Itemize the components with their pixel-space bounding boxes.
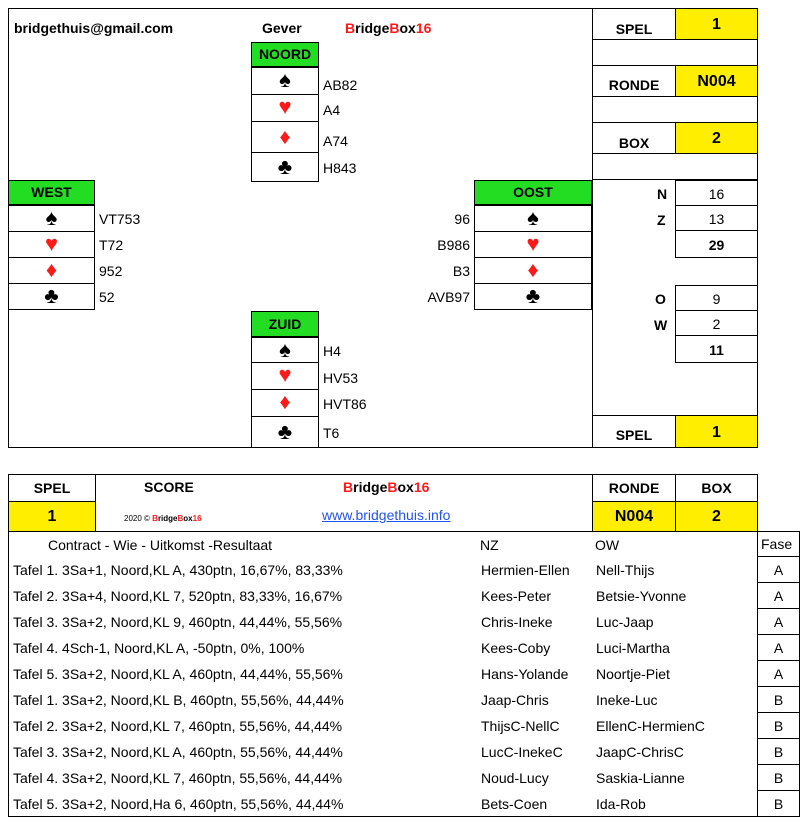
nz-cell: Bets-Coen: [481, 796, 548, 812]
result-cell: Tafel 2. 3Sa+4, Noord,KL 7, 520ptn, 83,33%, 16,67%: [13, 588, 343, 604]
zuid-label: ZUID: [251, 311, 319, 337]
ow-cell: Betsie-Yvonne: [596, 588, 687, 604]
table-row: [8, 609, 758, 635]
west-diamonds: 952: [99, 263, 123, 279]
zuid-diamonds: HVT86: [323, 396, 367, 412]
points-w-label: W: [654, 317, 668, 333]
spade-icon: ♠: [8, 205, 95, 232]
noord-hearts: A4: [323, 102, 341, 118]
ow-cell: Saskia-Lianne: [596, 770, 685, 786]
diamond-icon: ♦: [251, 121, 319, 153]
diamond-icon: ♦: [474, 257, 592, 284]
points-z-label: Z: [657, 212, 666, 228]
table-row: [8, 687, 758, 713]
ow-cell: Ida-Rob: [596, 796, 646, 812]
result-cell: Tafel 1. 3Sa+2, Noord,KL B, 460ptn, 55,56%, 44,44%: [13, 692, 344, 708]
result-cell: Tafel 4. 3Sa+2, Noord,KL 7, 460ptn, 55,56%, 44,44%: [13, 770, 343, 786]
fase-cell: B: [757, 686, 800, 713]
col-fase: Fase: [757, 531, 800, 557]
result-cell: Tafel 4. 4Sch-1, Noord,KL A, -50ptn, 0%, 100%: [13, 640, 305, 656]
points-n-value: 16: [675, 180, 758, 206]
score-ronde-label: RONDE: [592, 474, 676, 502]
club-icon: ♣: [8, 283, 95, 310]
oost-clubs: AVB97: [427, 289, 470, 305]
nz-cell: Chris-Ineke: [481, 614, 553, 630]
ow-cell: Ineke-Luc: [596, 692, 658, 708]
side-blank-3: [592, 153, 758, 180]
col-ow: OW: [595, 537, 620, 553]
zuid-spades: H4: [323, 343, 341, 359]
spade-icon: ♠: [474, 205, 592, 232]
noord-diamonds: A74: [323, 133, 348, 149]
zuid-clubs: T6: [323, 425, 340, 441]
fase-cell: A: [757, 660, 800, 687]
spel-value: 1: [675, 8, 758, 40]
zuid-hearts: HV53: [323, 370, 359, 386]
points-z-value: 13: [675, 205, 758, 231]
fase-cell: B: [757, 764, 800, 791]
west-hearts: T72: [99, 237, 124, 253]
points-w-value: 2: [675, 310, 758, 336]
fase-cell: A: [757, 556, 800, 583]
spade-icon: ♠: [251, 67, 319, 95]
score-spel-value: 1: [8, 501, 96, 532]
heart-icon: ♥: [8, 231, 95, 258]
table-row: [8, 765, 758, 791]
table-row: [8, 557, 758, 583]
result-cell: Tafel 2. 3Sa+2, Noord,KL 7, 460ptn, 55,56%, 44,44%: [13, 718, 343, 734]
nz-cell: Kees-Peter: [481, 588, 552, 604]
col-nz: NZ: [480, 537, 499, 553]
result-cell: Tafel 5. 3Sa+2, Noord,Ha 6, 460ptn, 55,56%, 44,44%: [13, 796, 344, 812]
heart-icon: ♥: [251, 94, 319, 122]
ronde-value: N004: [675, 65, 758, 97]
oost-diamonds: B3: [452, 263, 470, 279]
ow-cell: Luci-Martha: [596, 640, 670, 656]
score-box-label: BOX: [675, 474, 758, 502]
side-blank-2: [592, 96, 758, 123]
noord-label: NOORD: [251, 42, 319, 67]
result-cell: Tafel 3. 3Sa+2, Noord,KL A, 460ptn, 55,56%, 44,44%: [13, 744, 343, 760]
west-spades: VT753: [99, 211, 141, 227]
club-icon: ♣: [251, 416, 319, 448]
fase-cell: A: [757, 582, 800, 609]
ow-cell: Noortje-Piet: [596, 666, 670, 682]
result-cell: Tafel 1. 3Sa+1, Noord,KL A, 430ptn, 16,67%, 83,33%: [13, 562, 343, 578]
table-row: [8, 713, 758, 739]
west-label: WEST: [8, 180, 95, 205]
score-box-value: 2: [675, 501, 758, 532]
table-row: [8, 661, 758, 687]
spel-label: SPEL: [592, 8, 676, 40]
table-row: [8, 583, 758, 609]
nz-cell: Jaap-Chris: [481, 692, 549, 708]
score-spel-label: SPEL: [8, 474, 96, 502]
results-frame: [8, 531, 758, 557]
score-brand: BridgeBox16: [343, 479, 430, 495]
heart-icon: ♥: [474, 231, 592, 258]
nz-cell: Hans-Yolande: [481, 666, 569, 682]
score-label: SCORE: [144, 479, 194, 495]
ow-cell: JaapC-ChrisC: [596, 744, 684, 760]
fase-cell: A: [757, 608, 800, 635]
fase-cell: B: [757, 738, 800, 765]
fase-cell: B: [757, 790, 800, 817]
nz-cell: LucC-InekeC: [481, 744, 563, 760]
fase-cell: B: [757, 712, 800, 739]
box-label: BOX: [592, 122, 676, 154]
club-icon: ♣: [251, 152, 319, 182]
nz-cell: Hermien-Ellen: [481, 562, 570, 578]
nz-cell: Noud-Lucy: [481, 770, 549, 786]
ow-cell: EllenC-HermienC: [596, 718, 705, 734]
oost-label: OOST: [474, 180, 592, 205]
points-ow-total: 11: [675, 335, 758, 363]
noord-spades: AB82: [323, 77, 358, 93]
website-link[interactable]: www.bridgethuis.info: [322, 507, 451, 523]
noord-clubs: H843: [323, 160, 357, 176]
brand-title: BridgeBox16: [345, 20, 432, 36]
table-row: [8, 739, 758, 765]
table-row: [8, 791, 758, 817]
west-clubs: 52: [99, 289, 115, 305]
col-contract: Contract - Wie - Uitkomst -Resultaat: [48, 537, 273, 553]
copyright: 2020 © BridgeBox16: [124, 514, 202, 523]
ronde-label: RONDE: [592, 65, 676, 97]
spade-icon: ♠: [251, 337, 319, 363]
result-cell: Tafel 5. 3Sa+2, Noord,KL A, 460ptn, 44,44%, 55,56%: [13, 666, 343, 682]
ow-cell: Nell-Thijs: [596, 562, 655, 578]
side-blank-1: [592, 39, 758, 66]
box-value: 2: [675, 122, 758, 154]
diamond-icon: ♦: [8, 257, 95, 284]
diamond-icon: ♦: [251, 389, 319, 417]
heart-icon: ♥: [251, 362, 319, 390]
nz-cell: ThijsC-NellC: [481, 718, 560, 734]
oost-spades-text: 96: [454, 211, 470, 227]
gever-label: Gever: [262, 20, 302, 36]
points-n-label: N: [657, 186, 668, 202]
table-row: [8, 635, 758, 661]
results-table: [8, 531, 800, 820]
spel-bottom-value: 1: [675, 415, 758, 448]
ow-cell: Luc-Jaap: [596, 614, 654, 630]
spel-bottom-label: SPEL: [592, 415, 676, 448]
points-o-value: 9: [675, 285, 758, 311]
score-ronde-value: N004: [592, 501, 676, 532]
result-cell: Tafel 3. 3Sa+2, Noord,KL 9, 460ptn, 44,44%, 55,56%: [13, 614, 343, 630]
points-o-label: O: [655, 291, 666, 307]
club-icon: ♣: [474, 283, 592, 310]
nz-cell: Kees-Coby: [481, 640, 551, 656]
email: bridgethuis@gmail.com: [14, 20, 174, 36]
fase-cell: A: [757, 634, 800, 661]
points-nz-total: 29: [675, 230, 758, 258]
oost-hearts: B986: [437, 237, 470, 253]
